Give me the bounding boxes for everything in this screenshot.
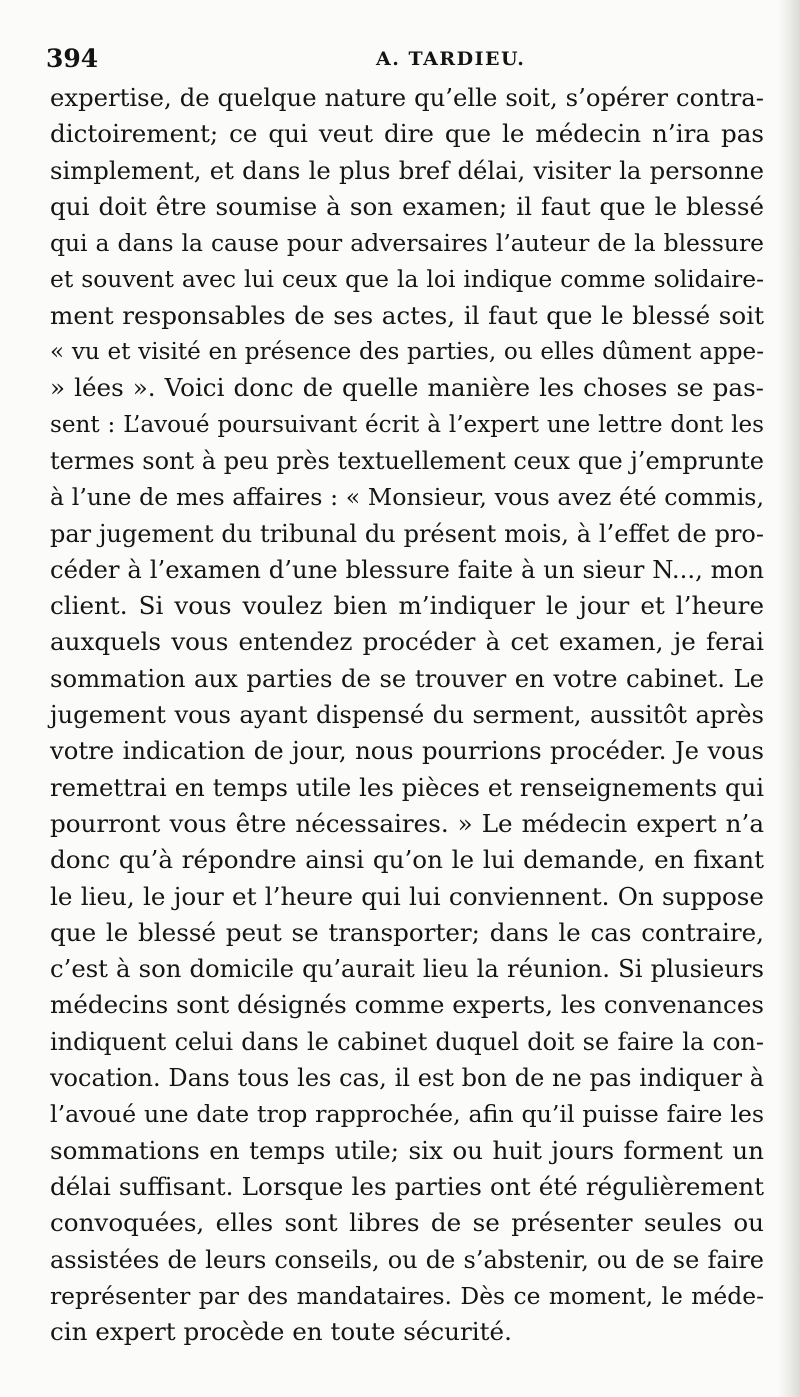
text-line: assistées de leurs conseils, ou de s’abstenir, ou de se faire	[50, 1245, 764, 1274]
page-header	[46, 44, 756, 76]
text-line: qui doit être soumise à son examen; il faut que le blessé	[50, 191, 764, 221]
text-line: par jugement du tribunal du présent mois, à l’effet de pro-	[50, 519, 764, 548]
text-line: ment responsables de ses actes, il faut que le blessé soit	[50, 300, 764, 330]
text-line: représenter par des mandataires. Dès ce moment, le méde-	[50, 1281, 764, 1310]
text-line: que le blessé peut se transporter; dans le cas contraire,	[50, 917, 764, 947]
text-line: dictoirement; ce qui veut dire que le médecin n’ira pas	[50, 119, 764, 149]
text-line: le lieu, le jour et l’heure qui lui conviennent. On suppose	[50, 881, 764, 911]
text-line: votre indication de jour, nous pourrions procéder. Je vous	[50, 736, 764, 766]
text-line: remettrai en temps utile les pièces et renseignements qui	[50, 772, 764, 802]
text-line: donc qu’à répondre ainsi qu’on le lui demande, en fixant	[50, 845, 764, 875]
text-line: auxquels vous entendez procéder à cet examen, je ferai	[50, 627, 764, 657]
page-number: 394	[46, 44, 99, 73]
text-line: médecins sont désignés comme experts, les convenances	[50, 990, 764, 1020]
text-line: termes sont à peu près textuellement ceux que j’emprunte	[50, 446, 764, 475]
text-line: délai suffisant. Lorsque les parties ont été régulièrement	[50, 1171, 764, 1201]
text-line: sent : L’avoué poursuivant écrit à l’expert une lettre dont les	[50, 411, 764, 438]
text-line-last: cin expert procède en toute sécurité.	[50, 1317, 512, 1347]
text-line: et souvent avec lui ceux que la loi indique comme solidaire-	[50, 265, 764, 294]
text-line: vocation. Dans tous les cas, il est bon de ne pas indiquer à	[50, 1064, 764, 1093]
text-line: l’avoué une date trop rapprochée, afin qu’il puisse faire les	[50, 1100, 764, 1129]
text-line: expertise, de quelque nature qu’elle soit, s’opérer contra-	[50, 83, 764, 112]
text-line: pourront vous être nécessaires. » Le médecin expert n’a	[50, 808, 764, 838]
text-line: simplement, et dans le plus bref délai, visiter la personne	[50, 155, 764, 185]
text-line: indiquent celui dans le cabinet duquel doit se faire la con-	[50, 1027, 764, 1056]
text-line: » lées ». Voici donc de quelle manière les choses se pas-	[50, 373, 764, 403]
text-line: qui a dans la cause pour adversaires l’auteur de la blessure	[50, 229, 764, 258]
text-line: c’est à son domicile qu’aurait lieu la réunion. Si plusieurs	[50, 954, 764, 984]
text-line: client. Si vous voulez bien m’indiquer le jour et l’heure	[50, 591, 764, 621]
text-line: céder à l’examen d’une blessure faite à un sieur N..., mon	[50, 554, 764, 584]
text-line: à l’une de mes affaires : « Monsieur, vous avez été commis,	[50, 483, 764, 512]
running-head: A. TARDIEU.	[376, 48, 526, 70]
text-line: sommation aux parties de se trouver en votre cabinet. Le	[50, 663, 764, 693]
page-edge-shadow	[778, 0, 800, 1397]
body-paragraph	[50, 80, 764, 1350]
text-line: jugement vous ayant dispensé du serment, aussitôt après	[50, 700, 764, 730]
text-line: « vu et visité en présence des parties, ou elles dûment appe-	[50, 339, 764, 366]
text-line: convoquées, elles sont libres de se présenter seules ou	[50, 1208, 764, 1238]
text-line: sommations en temps utile; six ou huit jours forment un	[50, 1135, 764, 1165]
